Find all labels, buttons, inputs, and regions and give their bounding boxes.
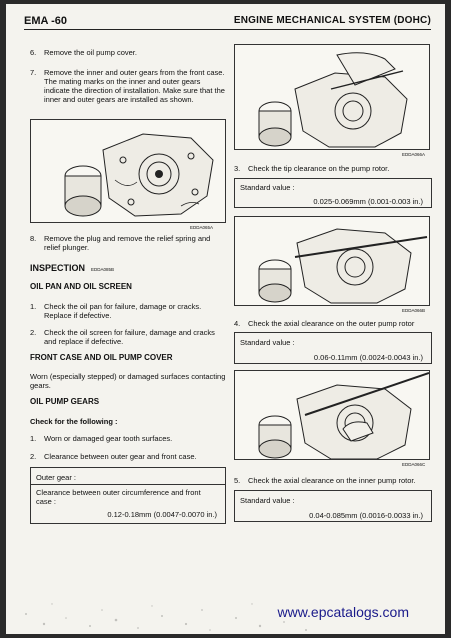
manual-page (6, 4, 445, 634)
step-number: 7. (30, 68, 37, 77)
step-number: 4. (234, 319, 241, 328)
step-text: Remove the oil pump cover. (44, 48, 137, 57)
figure-code: EDDA066A (402, 152, 426, 157)
oil-pump-gears-heading: OIL PUMP GEARS (30, 397, 100, 406)
figure-code: EDDA066C (402, 462, 426, 467)
figure-code: EDDA066B (402, 308, 426, 313)
step-text: Remove the plug and remove the relief spring and relief plunger. (44, 234, 211, 252)
page-reference: EMA -60 (24, 15, 67, 27)
step-number: 3. (234, 164, 241, 173)
step-text: Check the tip clearance on the pump rotor. (248, 164, 390, 173)
step-text: Clearance between outer gear and front case. (44, 452, 197, 461)
check-following-label: Check for the following : (30, 417, 118, 426)
section-title: ENGINE MECHANICAL SYSTEM (DOHC) (233, 15, 431, 26)
figure-inner-rotor-clearance (234, 370, 430, 460)
step-text: Check the oil pan for failure, damage or cracks. Replace if defective. (44, 302, 202, 320)
standard-value: 0.025-0.069mm (0.001-0.003 in.) (313, 197, 423, 206)
website-watermark[interactable]: www.epcatalogs.com (277, 604, 409, 620)
inspection-heading (30, 263, 114, 273)
step-text: Check the oil screen for failure, damage and cracks and replace if defective. (44, 328, 215, 346)
step-number: 8. (30, 234, 37, 243)
standard-value-label: Standard value : (240, 496, 295, 505)
standard-value-label: Standard value : (240, 183, 295, 192)
step-number: 6. (30, 48, 37, 57)
standard-value-label: Standard value : (240, 338, 295, 347)
step-text: Worn or damaged gear tooth surfaces. (44, 434, 173, 443)
outer-gear-label: Outer gear : (36, 473, 77, 482)
step-text: Check the axial clearance on the inner pump rotor. (248, 476, 416, 485)
outer-rotor-illustration (235, 217, 430, 306)
oil-pump-illustration (31, 120, 226, 223)
inspection-code: EDDA085B (91, 267, 115, 272)
page-header (6, 4, 445, 30)
outer-gear-description: Clearance between outer circumference and front case : (36, 488, 201, 506)
step-number: 1. (30, 434, 37, 443)
step-number: 2. (30, 452, 37, 461)
inner-rotor-illustration (235, 371, 430, 460)
standard-value: 0.04-0.085mm (0.0016-0.0033 in.) (309, 511, 423, 520)
tip-clearance-spec-box (234, 178, 432, 208)
front-case-text: Worn (especially stepped) or damaged surfaces contacting gears. (30, 372, 226, 390)
oil-pan-heading: OIL PAN AND OIL SCREEN (30, 282, 132, 291)
figure-oil-pump-gears (30, 119, 226, 223)
step-number: 5. (234, 476, 241, 485)
outer-rotor-spec-box (234, 332, 432, 364)
header-divider (24, 29, 431, 30)
front-case-heading: FRONT CASE AND OIL PUMP COVER (30, 353, 173, 362)
standard-value: 0.06-0.11mm (0.0024-0.0043 in.) (313, 353, 423, 362)
step-number: 1. (30, 302, 37, 311)
outer-gear-spec-box (30, 467, 226, 524)
step-number: 2. (30, 328, 37, 337)
inspection-title: INSPECTION (30, 263, 86, 273)
inner-rotor-spec-box (234, 490, 432, 522)
step-text: Remove the inner and outer gears from the front case. The mating marks on the inner and outer gears indicate the direction of installation. Make sure that the inner and outer gears are installed as shown. (44, 68, 225, 104)
tip-clearance-illustration (235, 45, 430, 150)
outer-gear-value: 0.12-0.18mm (0.0047-0.0070 in.) (107, 510, 217, 519)
figure-tip-clearance (234, 44, 430, 150)
step-text: Check the axial clearance on the outer pump rotor (248, 319, 415, 328)
figure-code: EDDA065A (190, 225, 214, 230)
box-divider (31, 484, 225, 485)
figure-outer-rotor-clearance (234, 216, 430, 306)
